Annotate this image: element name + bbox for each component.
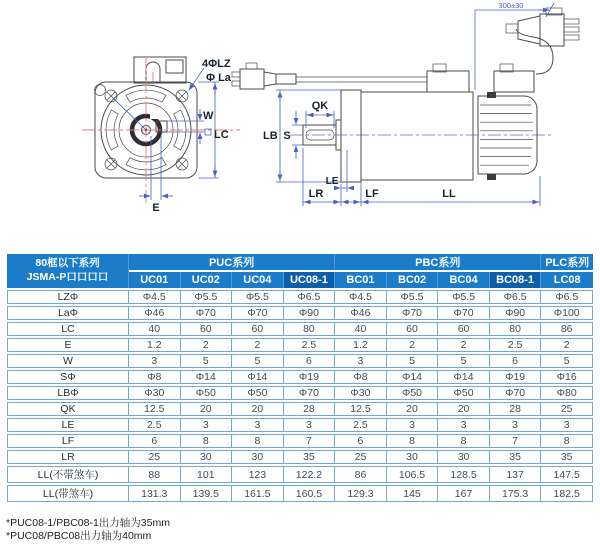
row-label: LR [7,450,129,464]
label-le: LE [325,176,339,187]
spec-cell: 2.5 [335,418,387,432]
spec-cell: Φ50 [181,386,233,400]
spec-cell: 123 [232,466,284,483]
spec-cell: 2 [181,338,233,352]
spec-cell: 8 [438,434,490,448]
spec-cell: 5 [232,354,284,368]
spec-cell: 8 [181,434,233,448]
spec-cell: Φ90 [284,306,336,320]
group-header: PLC系列 [541,254,593,270]
model-pattern-label: JSMA-P口口口口 [26,271,109,283]
label-phi-la: Φ La [206,72,231,84]
spec-cell: 129.3 [335,485,387,502]
spec-cell: 28 [490,402,542,416]
side-view-drawing [232,1,579,206]
spec-cell: 2 [387,338,439,352]
spec-cell: 35 [490,450,542,464]
table-row [7,338,593,352]
table-row [7,418,593,432]
row-label: W [7,354,129,368]
row-label: LC [7,322,129,336]
spec-cell: Φ14 [438,370,490,384]
spec-cell: 20 [438,402,490,416]
spec-cell: 122.2 [284,466,336,483]
spec-cell: 5 [541,354,593,368]
table-row [7,370,593,384]
spec-cell: 30 [232,450,284,464]
motor-body [361,92,473,180]
spec-cell: Φ70 [387,306,439,320]
spec-cell: Φ80 [541,386,593,400]
spec-cell: Φ6.5 [490,290,542,304]
spec-cell: 25 [541,402,593,416]
spec-cell: 3 [284,418,336,432]
spec-cell: Φ6.5 [541,290,593,304]
spec-cell: 6 [490,354,542,368]
spec-cell: Φ70 [284,386,336,400]
spec-cell: Φ6.5 [284,290,336,304]
spec-table [7,252,593,504]
spec-cell: Φ5.5 [438,290,490,304]
table-row [7,434,593,448]
spec-cell: 167 [438,485,490,502]
label-cable-length: 300±30 [498,1,524,10]
column-header: UC01 [129,272,181,288]
row-label: LZΦ [7,290,129,304]
spec-cell: Φ70 [438,306,490,320]
spec-cell: 161.5 [232,485,284,502]
spec-cell: 2.5 [490,338,542,352]
flange-plate [341,90,361,182]
row-label: LF [7,434,129,448]
row-label: LL(带煞车) [7,485,129,502]
corner-header [7,254,129,288]
row-label: LE [7,418,129,432]
spec-cell: 20 [181,402,233,416]
spec-cell: 88 [129,466,181,483]
spec-cell: Φ30 [335,386,387,400]
footnotes [6,517,170,543]
spec-cell: 3 [438,418,490,432]
row-label: LL(不带煞车) [7,466,129,483]
spec-cell: 40 [335,322,387,336]
spec-cell: Φ30 [129,386,181,400]
group-header-row [7,254,593,270]
spec-cell: 8 [232,434,284,448]
label-qk: QK [311,100,329,112]
spec-cell: 25 [129,450,181,464]
dimension-table-section [7,252,593,504]
spec-cell: 1.2 [129,338,181,352]
label-lf: LF [365,188,379,200]
note-line: *PUC08-1/PBC08-1出力轴为35mm [6,517,170,529]
encoder-connector [232,63,427,89]
spec-cell: 30 [438,450,490,464]
spec-cell: Φ90 [490,306,542,320]
spec-cell: 3 [541,418,593,432]
spec-cell: Φ70 [232,306,284,320]
spec-cell: 12.5 [335,402,387,416]
spec-cell: 8 [541,434,593,448]
spec-cell: 28 [284,402,336,416]
mounting-holes [95,85,189,171]
spec-cell: 3 [129,354,181,368]
spec-cell: 60 [232,322,284,336]
spec-cell: Φ8 [129,370,181,384]
spec-cell: 86 [541,322,593,336]
table-row [7,466,593,483]
spec-cell: 6 [335,434,387,448]
spec-cell: Φ19 [284,370,336,384]
label-s: S [283,130,291,142]
spec-cell: Φ14 [387,370,439,384]
spec-cell: 3 [335,354,387,368]
group-header: PUC系列 [129,254,335,270]
spec-cell: Φ4.5 [335,290,387,304]
spec-cell: 3 [387,418,439,432]
spec-cell: Φ5.5 [181,290,233,304]
group-header: PBC系列 [335,254,541,270]
label-lr: LR [308,188,324,200]
table-row [7,354,593,368]
column-header: UC02 [181,272,233,288]
spec-cell: 147.5 [541,466,593,483]
spec-cell: Φ8 [335,370,387,384]
engineering-drawings [0,0,600,248]
spec-cell: 7 [284,434,336,448]
spec-cell: Φ4.5 [129,290,181,304]
label-lc: LC [214,129,229,141]
row-label: LaΦ [7,306,129,320]
spec-cell: 80 [284,322,336,336]
table-row [7,450,593,464]
spec-cell: 2.5 [129,418,181,432]
spec-cell: 145 [387,485,439,502]
label-w: W [203,110,214,122]
spec-cell: 6 [129,434,181,448]
spec-cell: 60 [438,322,490,336]
column-header: UC04 [232,272,284,288]
column-header: BC08-1 [490,272,542,288]
column-header: LC08 [541,272,593,288]
spec-cell: 12.5 [129,402,181,416]
spec-cell: 3 [490,418,542,432]
spec-cell: 3 [181,418,233,432]
spec-cell: 5 [387,354,439,368]
spec-cell: 40 [129,322,181,336]
spec-cell: 106.5 [387,466,439,483]
spec-cell: 2.5 [284,338,336,352]
spec-cell: Φ50 [387,386,439,400]
spec-cell: 7 [490,434,542,448]
spec-cell: Φ14 [232,370,284,384]
label-ll: LL [442,188,456,200]
row-label: QK [7,402,129,416]
spec-cell: 137 [490,466,542,483]
spec-cell: Φ70 [181,306,233,320]
spec-cell: Φ70 [490,386,542,400]
row-label: SΦ [7,370,129,384]
spec-cell: 20 [232,402,284,416]
table-row [7,322,593,336]
spec-cell: 3 [232,418,284,432]
label-lb: LB [263,130,278,142]
spec-cell: 5 [181,354,233,368]
spec-cell: 35 [541,450,593,464]
spec-cell: 8 [387,434,439,448]
row-label: E [7,338,129,352]
spec-cell: Φ50 [232,386,284,400]
table-row [7,402,593,416]
spec-cell: 80 [490,322,542,336]
spec-cell: 86 [335,466,387,483]
spec-cell: Φ16 [541,370,593,384]
spec-cell: 60 [181,322,233,336]
spec-cell: 60 [387,322,439,336]
spec-cell: Φ14 [181,370,233,384]
spec-cell: 25 [335,450,387,464]
column-header: BC04 [438,272,490,288]
column-header: BC01 [335,272,387,288]
spec-cell: 5 [438,354,490,368]
spec-cell: Φ50 [438,386,490,400]
spec-cell: 175.3 [490,485,542,502]
table-row [7,485,593,502]
spec-cell: 139.5 [181,485,233,502]
table-row [7,386,593,400]
front-view-drawing [82,57,240,214]
column-header: BC02 [387,272,439,288]
spec-cell: 2 [232,338,284,352]
label-e: E [152,202,160,214]
table-body [7,290,593,502]
spec-cell: 160.5 [284,485,336,502]
series-range-label: 80框以下系列 [35,257,100,270]
spec-cell: 1.2 [335,338,387,352]
spec-cell: 30 [181,450,233,464]
note-line: *PUC08/PBC08出力轴为40mm [6,530,152,542]
spec-cell: Φ19 [490,370,542,384]
spec-cell: 131.3 [129,485,181,502]
row-label: LBΦ [7,386,129,400]
spec-cell: Φ46 [335,306,387,320]
spec-cell: 6 [284,354,336,368]
column-header: UC08-1 [284,272,336,288]
spec-cell: Φ46 [129,306,181,320]
spec-cell: 20 [387,402,439,416]
spec-cell: 2 [438,338,490,352]
spec-cell: 35 [284,450,336,464]
spec-cell: 30 [387,450,439,464]
spec-cell: 182.5 [541,485,593,502]
label-4phi-lz: 4ΦLZ [202,58,231,70]
table-row [7,306,593,320]
spec-cell: 128.5 [438,466,490,483]
spec-cell: Φ5.5 [232,290,284,304]
spec-cell: Φ100 [541,306,593,320]
table-row [7,290,593,304]
spec-cell: Φ5.5 [387,290,439,304]
spec-cell: 101 [181,466,233,483]
spec-cell: 2 [541,338,593,352]
